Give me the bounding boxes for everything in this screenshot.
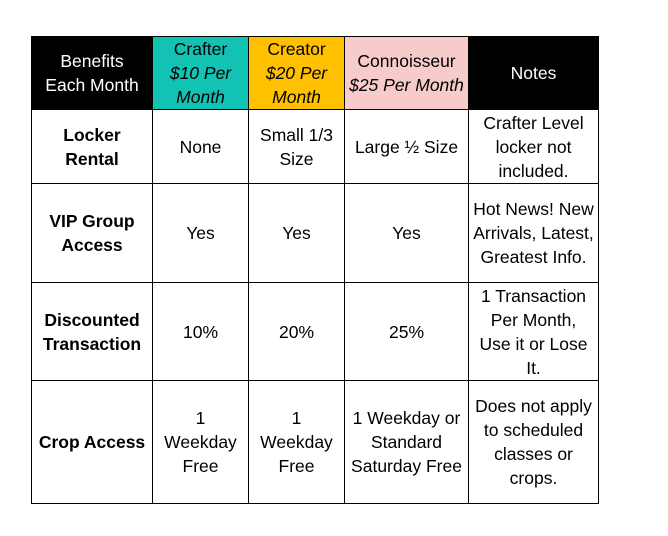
tier-price: $20 Per Month — [265, 63, 328, 107]
tier-price: $25 Per Month — [349, 75, 464, 95]
cell-crafter: 1 Weekday Free — [153, 381, 249, 504]
row-label: Crop Access — [32, 381, 153, 504]
membership-benefits-table — [31, 36, 599, 504]
header-notes: Notes — [469, 37, 599, 110]
row-label: Locker Rental — [32, 110, 153, 184]
table-row — [32, 110, 599, 184]
cell-creator: 20% — [249, 283, 345, 381]
cell-notes: Hot News! New Arrivals, Latest, Greatest Info. — [469, 184, 599, 283]
header-benefits — [32, 37, 153, 110]
cell-crafter: Yes — [153, 184, 249, 283]
row-label: VIP Group Access — [32, 184, 153, 283]
cell-notes: Crafter Level locker not included. — [469, 110, 599, 184]
header-row — [32, 37, 599, 110]
cell-creator: 1 Weekday Free — [249, 381, 345, 504]
cell-notes: Does not apply to scheduled classes or crops. — [469, 381, 599, 504]
cell-connoisseur: Yes — [345, 184, 469, 283]
cell-connoisseur: 25% — [345, 283, 469, 381]
header-tier-connoisseur — [345, 37, 469, 110]
header-benefits-line2: Each Month — [45, 75, 139, 95]
table-row — [32, 283, 599, 381]
cell-creator: Yes — [249, 184, 345, 283]
header-tier-creator — [249, 37, 345, 110]
tier-price: $10 Per Month — [169, 63, 232, 107]
header-benefits-line1: Benefits — [60, 51, 124, 71]
tier-name: Creator — [267, 39, 326, 59]
cell-notes: 1 Transaction Per Month, Use it or Lose It. — [469, 283, 599, 381]
header-tier-crafter — [153, 37, 249, 110]
row-label: Discounted Transaction — [32, 283, 153, 381]
cell-crafter: None — [153, 110, 249, 184]
cell-connoisseur: Large ½ Size — [345, 110, 469, 184]
cell-connoisseur: 1 Weekday or Standard Saturday Free — [345, 381, 469, 504]
table-row — [32, 184, 599, 283]
table-row — [32, 381, 599, 504]
tier-name: Connoisseur — [357, 51, 456, 71]
benefits-table-container — [31, 36, 599, 504]
tier-name: Crafter — [173, 39, 228, 59]
cell-creator: Small 1/3 Size — [249, 110, 345, 184]
cell-crafter: 10% — [153, 283, 249, 381]
